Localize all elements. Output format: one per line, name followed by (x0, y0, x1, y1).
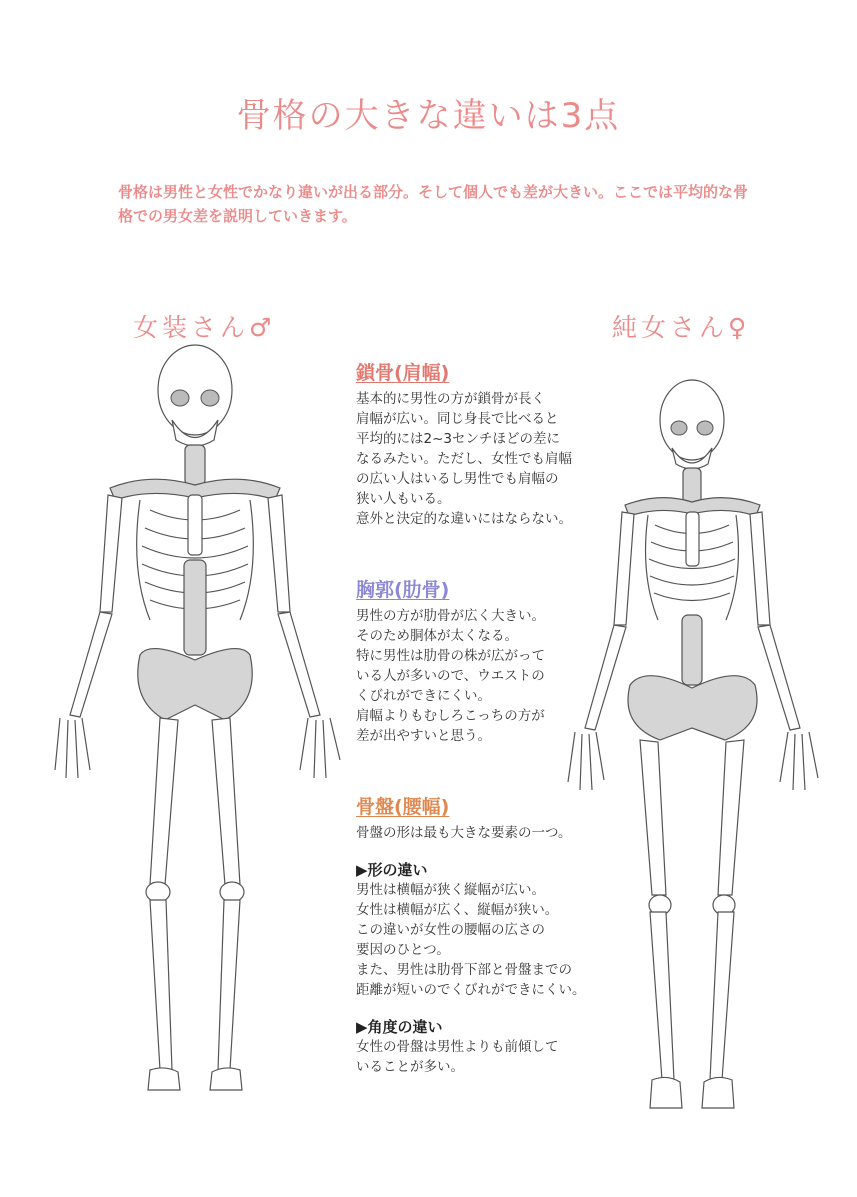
section-clavicle-body: 基本的に男性の方が鎖骨が長く 肩幅が広い。同じ身長で比べると 平均的には2~3センチほどの差に なるみたい。ただし、女性でも肩幅 の広い人はいるし男性でも肩幅の 狭い人もいる。 意外と決定的な違いにはならない。 (356, 391, 572, 527)
pelvis-angle-heading: ▶角度の違い (356, 1018, 443, 1036)
female-figure-label: 純女さん♀ (612, 313, 751, 342)
section-clavicle-heading: 鎖骨(肩幅) (356, 362, 450, 384)
section-ribcage (356, 575, 606, 746)
section-ribcage-heading: 胸郭(肋骨) (356, 579, 450, 601)
intro-text: 骨格は男性と女性でかなり違いが出る部分。そして個人でも差が大きい。ここでは平均的な骨格での男女差を説明していきます。 (118, 183, 749, 225)
page-title: 骨格の大きな違いは3点 (236, 96, 621, 136)
pelvis-shape-heading: ▶形の違い (356, 861, 428, 879)
pelvis-shape-body: 男性は横幅が狭く縦幅が広い。 女性は横幅が広く、縦幅が狭い。 この違いが女性の腰幅の広さの 要因のひとつ。 また、男性は肋骨下部と骨盤までの 距離が短いのでくびれができにくい。 (356, 882, 586, 998)
section-ribcage-body: 男性の方が肋骨が広く大きい。 そのため胴体が太くなる。 特に男性は肋骨の株が広がって いる人が多いので、ウエストの くびれができにくい。 肩幅よりもむしろこっちの方が 差が出やすいと思う。 (356, 608, 545, 744)
male-skeleton (55, 345, 340, 1090)
male-figure-label: 女装さん♂ (133, 313, 276, 342)
section-pelvis (356, 792, 606, 1077)
pelvis-angle-body: 女性の骨盤は男性よりも前傾して いることが多い。 (356, 1039, 559, 1075)
section-pelvis-heading: 骨盤(腰幅) (356, 796, 450, 818)
section-pelvis-body: 骨盤の形は最も大きな要素の一つ。 (356, 825, 572, 841)
section-clavicle (356, 358, 606, 529)
